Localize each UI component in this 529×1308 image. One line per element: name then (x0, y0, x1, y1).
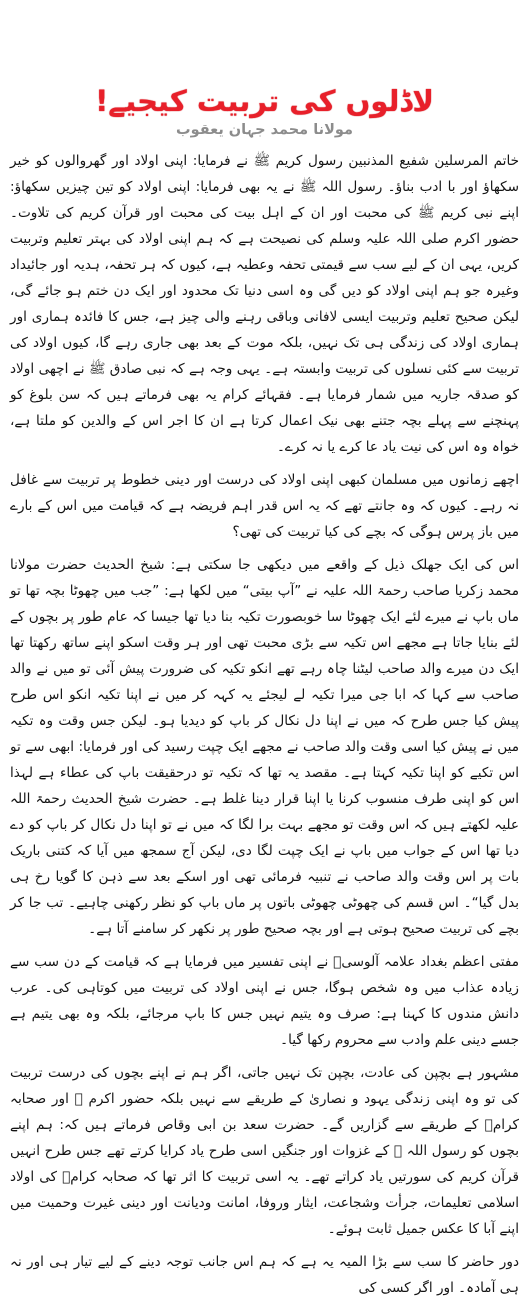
paragraph: مشہور ہے بچپن کی عادت، بچپن تک نہیں جاتی، اگر ہم نے اپنے بچوں کی درست تربیت کی تو وہ اپنی زندگی یہود و نصاریٰ کے طریقے سے نہیں بلکہ حضور اکرم ﷺ اور صحابہ کرامؓ کے طریقے سے گزاریں گے۔ حضرت سعد بن ابی وقاص فرماتے ہیں کہ: ہم اپنے بچوں کو رسول اللہ ﷺ کے غزوات اور جنگیں اسی طرح یاد کرایا کرتے تھے جس طرح انہیں قرآن کریم کی سورتیں یاد کراتے تھے۔ یہ اسی تربیت کا اثر تھا کہ صحابہ کرامؓ کی اولاد اسلامی تعلیمات، جرأت وشجاعت، ایثار وروفا، امانت ودیانت اور دینی غیرت وحمیت میں اپنے آبا کا عکس جمیل ثابت ہوئے۔ (10, 1065, 519, 1237)
paragraph: دور حاضر کا سب سے بڑا المیہ یہ ہے کہ ہم اس جانب توجہ دینے کے لیے تیار ہی اور نہ ہی آمادہ۔ اور اگر کسی کی (10, 1254, 519, 1296)
paragraph: مفتی اعظم بغداد علامہ آلوسیؒ نے اپنی تفسیر میں فرمایا ہے کہ قیامت کے دن سب سے زیادہ عذاب میں وہ شخص ہوگا، جس نے اپنی اولاد کی تربیت میں کوتاہی کی۔ عرب دانش مندوں کا کہنا ہے: صرف وہ یتیم نہیں جس کا باپ مرجائے، بلکہ وہ بھی یتیم ہے جسے دینی علم وادب سے محروم رکھا گیا۔ (10, 954, 519, 1048)
author-name: مولانا محمد جہان یعقوب (176, 122, 353, 138)
paragraph: خاتم المرسلین شفیع المذنبین رسول کریم ﷺ نے فرمایا: اپنی اولاد اور گھروالوں کو خیر سکھاؤ اور با ادب بناؤ۔ رسول اللہ ﷺ نے یہ بھی فرمایا: اپنی اولاد کو تین چیزیں سکھاؤ: اپنے نبی کریم ﷺ کی محبت اور ان کے اہل بیت کی محبت اور قرآن کریم کی تلاوت۔ حضور اکرم صلی اللہ علیہ وسلم کی نصیحت ہے کہ ہم اپنی اولاد کی بہتر تعلیم وتربیت کریں، یہی ان کے لیے سب سے قیمتی تحفہ وعطیہ ہے، کیوں کہ ہر تحفہ، ہدیہ اور جائیداد وغیرہ جو ہم اپنی اولاد کو دیں گی وہ اسی دنیا تک محدود اور ایک دن ختم ہو جائے گی، لیکن صحیح تعلیم وتربیت ایسی لافانی وباقی رہنے والی چیز ہے، جس کا فائدہ ہماری اور ہماری اولاد کی زندگی ہی تک نہیں، بلکہ موت کے بعد بھی جاری رہے گا، کیوں اولاد کی تربیت سے کئی نسلوں کی تربیت وابستہ ہے۔ یہی وجہ ہے کہ نبی صادق ﷺ نے اچھی اولاد کو صدقہ جاریہ میں شمار فرمایا ہے۔ فقہائے کرام یہ بھی فرماتے ہیں کہ سن بلوغ کو پہنچنے سے پہلے بچہ جتنے بھی نیک اعمال کرتا ہے ان کا اجر اس کے والدین کو ملتا ہے، خواہ وہ اس کی نیت یاد عا کرے یا نہ کرے۔ (10, 153, 519, 455)
paragraph: اچھے زمانوں میں مسلمان کبھی اپنی اولاد کی درست اور دینی خطوط پر تربیت سے غافل نہ رہے۔ کیوں کہ وہ جانتے تھے کہ یہ اس قدر اہم فریضہ ہے کہ قیامت میں اس کے بارے میں باز پرس ہوگی کہ بچے کی کیا تربیت کی تھی؟ (10, 472, 519, 540)
article-title: لاڈلوں کی تربیت کیجیے! (95, 84, 434, 119)
paragraph: اس کی ایک جھلک ذیل کے واقعے میں دیکھی جا سکتی ہے: شیخ الحدیث حضرت مولانا محمد زکریا صاحب رحمۃ اللہ علیہ نے ”آپ بیتی“ میں لکھا ہے: ”جب میں چھوٹا بچہ تھا تو ماں باپ نے میرے لئے ایک چھوٹا سا خوبصورت تکیہ بنا دیا تھا جیسا کہ عام طور پر بچوں کے لئے بنایا جاتا ہے مجھے اس تکیہ سے بڑی محبت تھی اور ہر وقت اسکو اپنے ساتھ رکھتا تھا ایک دن میرے والد صاحب لیٹنا چاہ رہے تھے انکو تکیہ کی ضرورت پیش آئی تو میں نے والد صاحب سے کہا کہ ابا جی میرا تکیہ لے لیجئے یہ کہہ کر میں نے اپنا تکیہ انکو اس طرح پیش کیا جس طرح کہ میں نے اپنا دل نکال کر باپ کو دیدیا ہو۔ لیکن جس وقت وہ تکیہ میں نے پیش کیا اسی وقت والد صاحب نے مجھے ایک چپت رسید کی اور فرمایا: ابھی سے تو اس تکیے کو اپنا تکیہ کہتا ہے۔ مقصد یہ تھا کہ تکیہ تو درحقیقت باپ کی عطاء ہے لہذا اس کو اپنی طرف منسوب کرنا یا اپنا قرار دینا غلط ہے۔ حضرت شیخ الحدیث رحمۃ اللہ علیہ لکھتے ہیں کہ اس وقت تو مجھے بہت برا لگا کہ میں نے تو اپنا دل نکال کر باپ کو دے دیا تھا اس کے جواب میں باپ نے ایک چپت لگا دی، لیکن آج سمجھ میں آیا کہ کتنی باریک بات پر اس وقت والد صاحب نے تنبیہ فرمائی تھی اور اسکے بعد سے ذہن کا گویا رخ ہی بدل گیا“۔ اس قسم کی چھوٹی چھوٹی باتوں پر ماں باپ کو نظر رکھنی چاہیے۔ تب جا کر بچے کی تربیت صحیح ہوتی ہے اور بچہ صحیح طور پر نکھر کر سامنے آتا ہے۔ (10, 557, 519, 937)
article-body (10, 148, 519, 1308)
